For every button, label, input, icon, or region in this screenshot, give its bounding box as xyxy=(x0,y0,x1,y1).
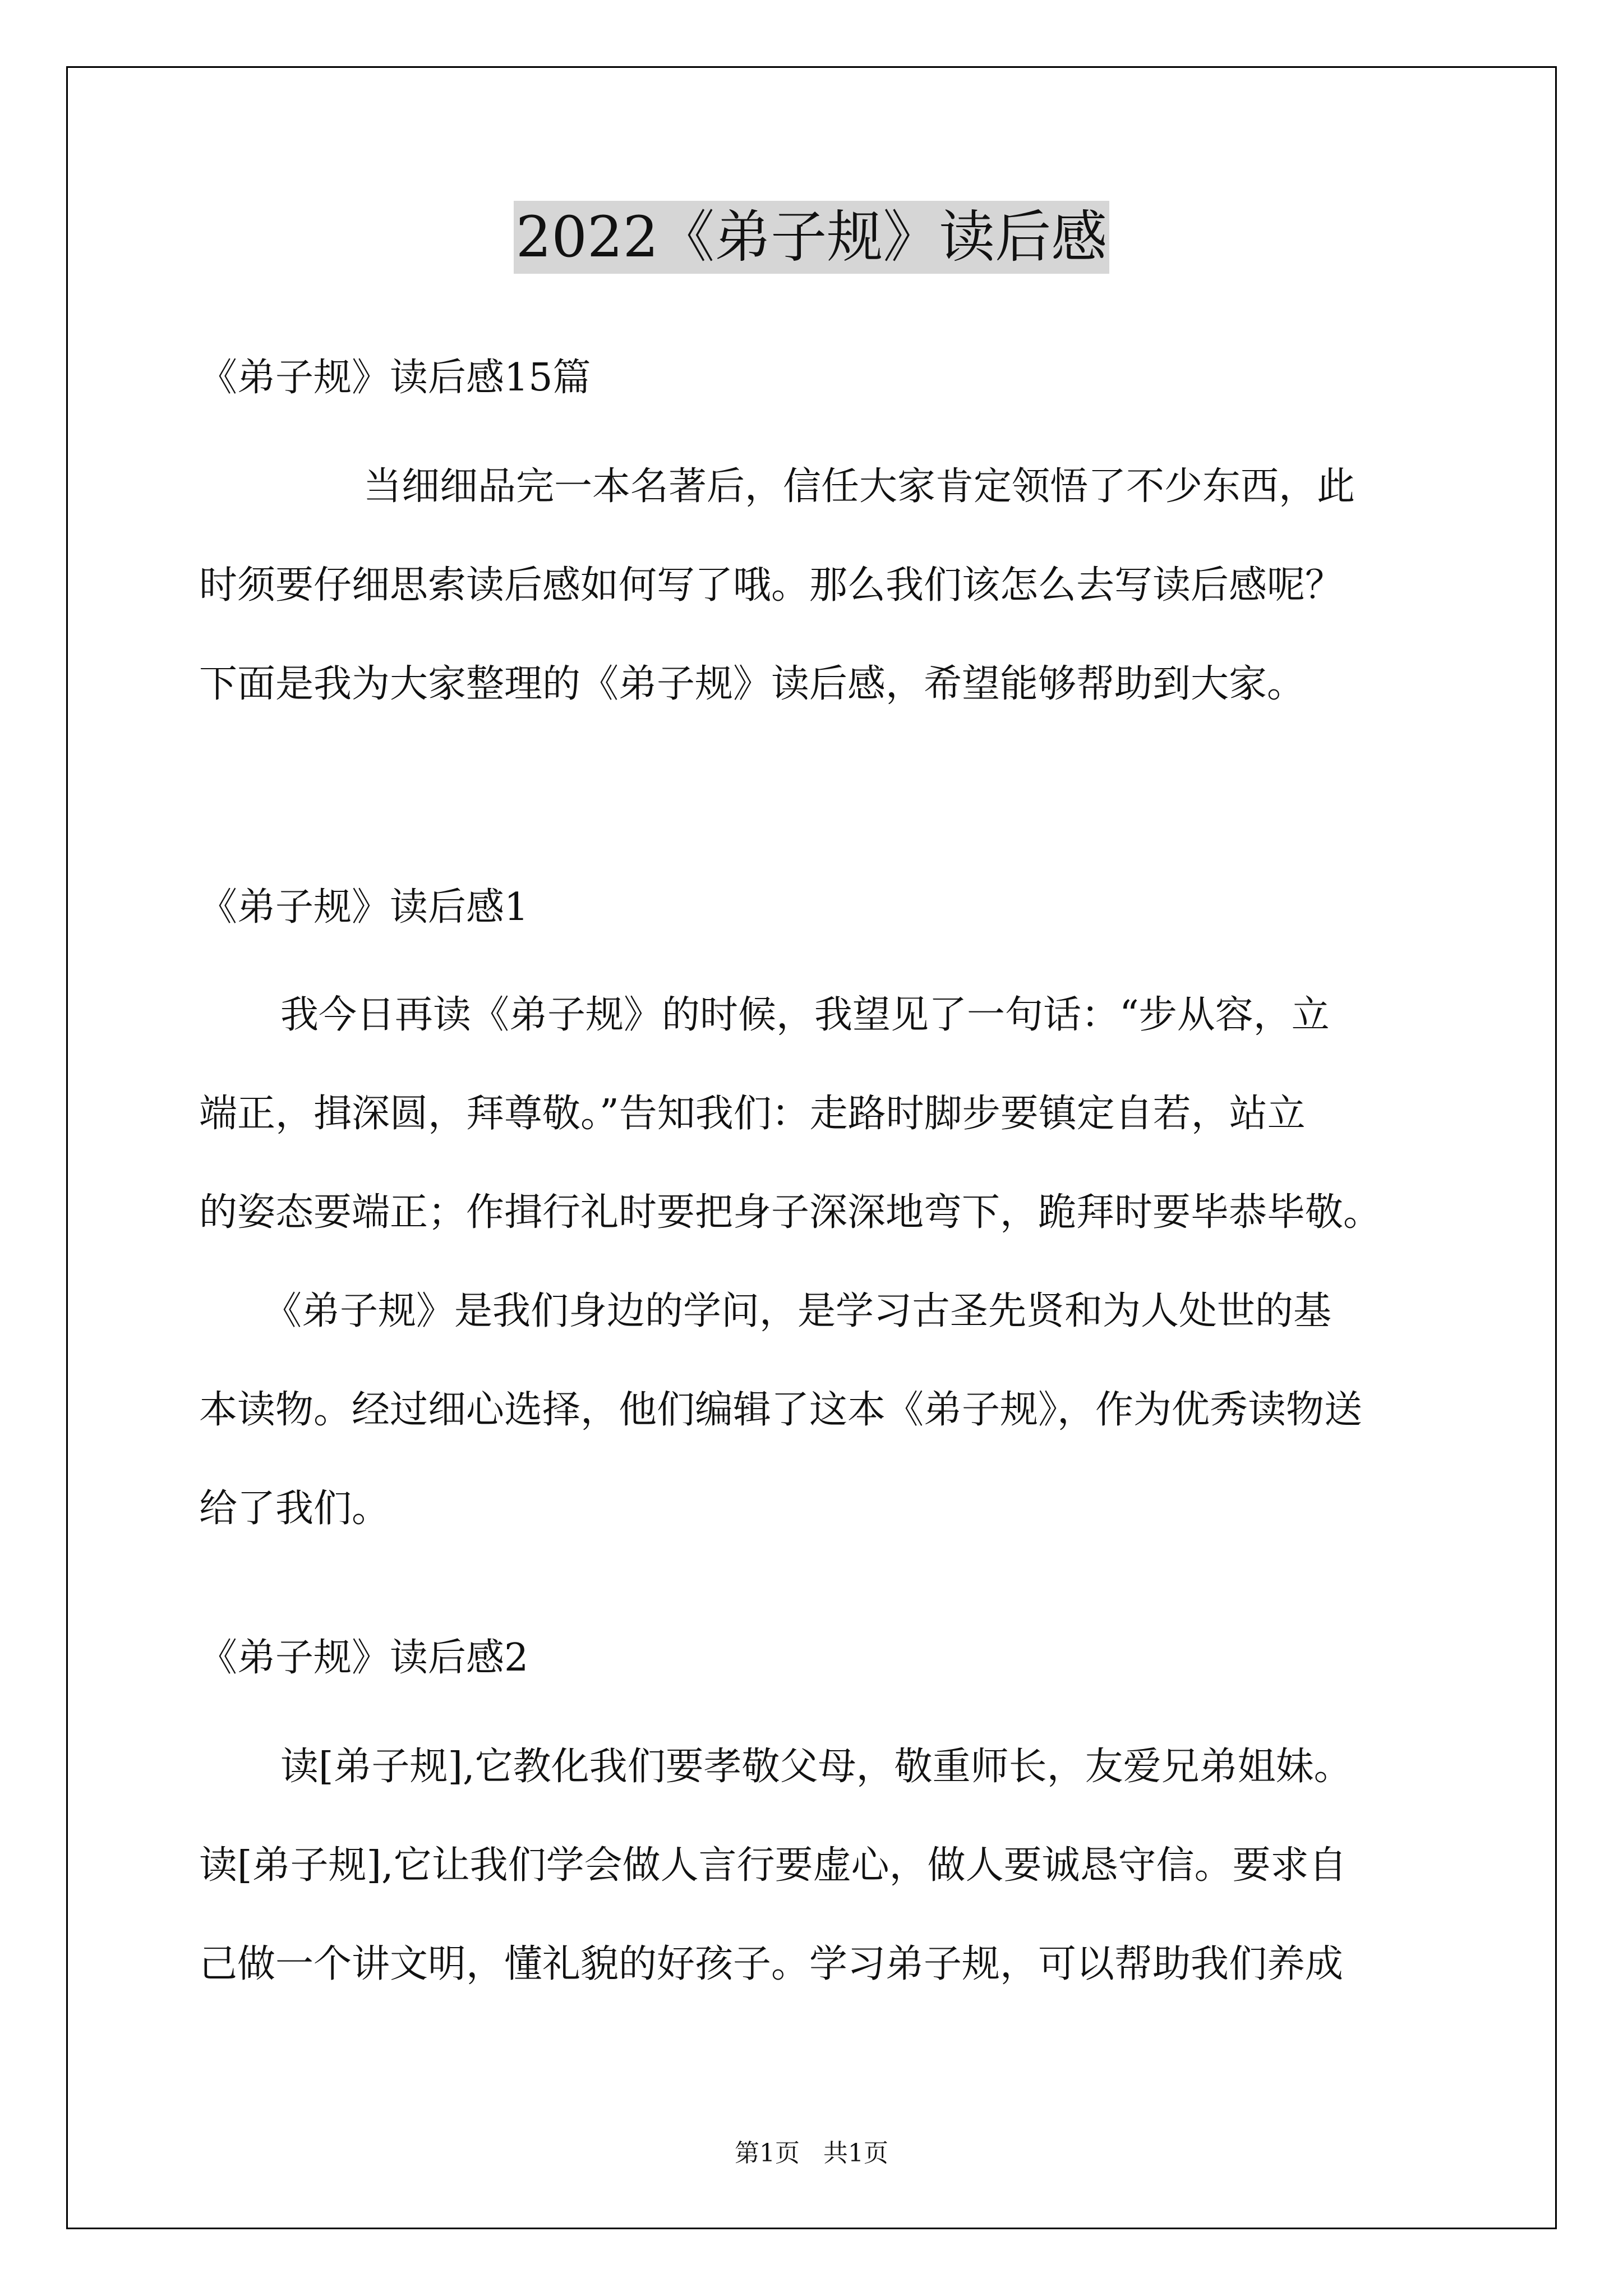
section-1-line-2: 端正，揖深圆，拜尊敬。”告知我们：走路时脚步要镇定自若，站立 xyxy=(199,1092,1306,1136)
document-subtitle: 《弟子规》读后感15篇 xyxy=(199,356,591,400)
section-1-line-4: 《弟子规》是我们身边的学问，是学习古圣先贤和为人处世的基 xyxy=(264,1289,1332,1333)
intro-line-2: 时须要仔细思索读后感如何写了哦。那么我们该怎么去写读后感呢？ xyxy=(199,563,1344,608)
section-1-heading: 《弟子规》读后感1 xyxy=(199,885,529,930)
document-title: 2022《弟子规》读后感 xyxy=(514,201,1110,274)
page-footer: 第1页 共1页 xyxy=(735,2139,888,2168)
section-2-line-2: 读[弟子规],它让我们学会做人言行要虚心，做人要诚恳守信。要求自 xyxy=(199,1843,1347,1888)
section-2-line-1: 读[弟子规],它教化我们要孝敬父母，敬重师长，友爱兄弟姐妹。 xyxy=(280,1745,1352,1789)
section-2-line-3: 己做一个讲文明，懂礼貌的好孩子。学习弟子规，可以帮助我们养成 xyxy=(199,1942,1344,1986)
title-container xyxy=(0,201,1623,274)
section-1-line-1: 我今日再读《弟子规》的时候，我望见了一句话：“步从容，立 xyxy=(280,993,1330,1037)
section-1-line-5: 本读物。经过细心选择，他们编辑了这本《弟子规》，作为优秀读物送 xyxy=(199,1388,1363,1432)
section-2-heading: 《弟子规》读后感2 xyxy=(199,1636,529,1680)
section-1-line-3: 的姿态要端正；作揖行礼时要把身子深深地弯下，跪拜时要毕恭毕敬。 xyxy=(199,1190,1382,1235)
section-1-line-6: 给了我们。 xyxy=(199,1487,390,1531)
intro-line-3: 下面是我为大家整理的《弟子规》读后感，希望能够帮助到大家。 xyxy=(199,662,1306,706)
intro-line-1: 当细细品完一本名著后，信任大家肯定领悟了不少东西，此 xyxy=(363,464,1355,509)
